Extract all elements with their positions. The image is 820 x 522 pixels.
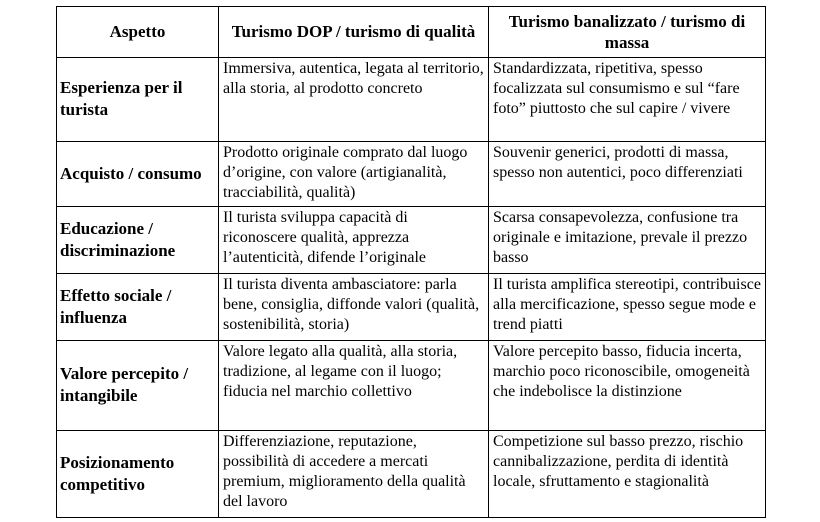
aspect-cell: Valore percepito / intangibile xyxy=(57,341,219,430)
header-turismo-massa: Turismo banalizzato / turismo di massa xyxy=(489,7,766,58)
aspect-cell: Acquisto / consumo xyxy=(57,142,219,207)
table-row xyxy=(57,341,766,430)
mass-cell: Valore percepito basso, fiducia incerta, marchio poco riconoscibile, omogeneità che indebolisce la distinzione xyxy=(489,341,766,430)
aspect-cell: Posizionamento competitivo xyxy=(57,430,219,517)
aspect-cell: Educazione / discriminazione xyxy=(57,207,219,274)
dop-cell: Valore legato alla qualità, alla storia, tradizione, al legame con il luogo; fiducia nel marchio collettivo xyxy=(219,341,489,430)
dop-cell: Prodotto originale comprato dal luogo d’origine, con valore (artigianalità, tracciabilità, qualità) xyxy=(219,142,489,207)
dop-cell: Immersiva, autentica, legata al territorio, alla storia, al prodotto concreto xyxy=(219,57,489,141)
mass-cell: Competizione sul basso prezzo, rischio cannibalizzazione, perdita di identità locale, sfruttamento e stagionalità xyxy=(489,430,766,517)
aspect-cell: Effetto sociale / influenza xyxy=(57,274,219,341)
table-row xyxy=(57,207,766,274)
dop-cell: Differenziazione, reputazione, possibilità di accedere a mercati premium, miglioramento della qualità del lavoro xyxy=(219,430,489,517)
dop-cell: Il turista sviluppa capacità di riconoscere qualità, apprezza l’autenticità, difende l’originale xyxy=(219,207,489,274)
dop-cell: Il turista diventa ambasciatore: parla bene, consiglia, diffonde valori (qualità, sostenibilità, storia) xyxy=(219,274,489,341)
header-row xyxy=(57,7,766,58)
header-aspetto: Aspetto xyxy=(57,7,219,58)
mass-cell: Scarsa consapevolezza, confusione tra originale e imitazione, prevale il prezzo basso xyxy=(489,207,766,274)
table-row xyxy=(57,274,766,341)
aspect-cell: Esperienza per il turista xyxy=(57,57,219,141)
mass-cell: Il turista amplifica stereotipi, contribuisce alla mercificazione, spesso segue mode e trend piatti xyxy=(489,274,766,341)
table-row xyxy=(57,430,766,517)
mass-cell: Standardizzata, ripetitiva, spesso focalizzata sul consumismo e sul “fare foto” piuttosto che sul capire / vivere xyxy=(489,57,766,141)
mass-cell: Souvenir generici, prodotti di massa, spesso non autentici, poco differenziati xyxy=(489,142,766,207)
table-row xyxy=(57,142,766,207)
comparison-table xyxy=(56,6,766,518)
table-row xyxy=(57,57,766,141)
header-turismo-dop: Turismo DOP / turismo di qualità xyxy=(219,7,489,58)
